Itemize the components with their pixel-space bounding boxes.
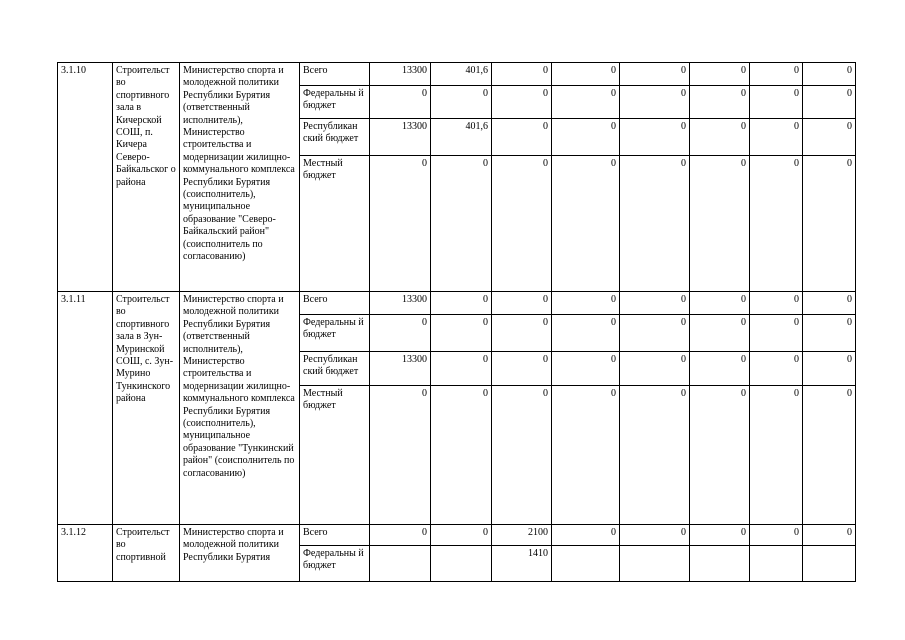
measure-code: 3.1.12 [58,525,113,582]
funding-value-cell: 0 [690,119,750,156]
funding-value-cell: 0 [492,386,552,525]
funding-value-cell: 0 [803,352,856,386]
funding-value-cell: 0 [552,292,620,315]
funding-value-cell: 0 [620,292,690,315]
measure-executor: Министерство спорта и молодежной политики Республики Бурятия [180,525,300,582]
funding-value-cell: 0 [431,352,492,386]
funding-value-cell: 0 [690,386,750,525]
funding-value-cell: 0 [370,386,431,525]
funding-value-cell [620,546,690,582]
funding-value-cell: 0 [492,156,552,292]
funding-source-label: Федеральны й бюджет [300,315,370,352]
funding-value-cell: 0 [690,156,750,292]
funding-value-cell: 401,6 [431,63,492,86]
funding-value-cell: 0 [620,386,690,525]
funding-value-cell: 0 [750,525,803,546]
funding-value-cell: 0 [803,86,856,119]
funding-value-cell [690,546,750,582]
funding-value-cell: 0 [370,156,431,292]
funding-value-cell: 0 [803,119,856,156]
budget-table [57,62,856,582]
funding-value-cell: 0 [620,525,690,546]
funding-source-label: Всего [300,292,370,315]
funding-value-cell: 0 [690,86,750,119]
funding-value-cell: 0 [492,292,552,315]
funding-value-cell: 2100 [492,525,552,546]
funding-source-label: Всего [300,525,370,546]
funding-value-cell: 0 [803,386,856,525]
measure-code: 3.1.10 [58,63,113,292]
funding-source-label: Местный бюджет [300,386,370,525]
funding-value-cell: 0 [552,156,620,292]
funding-value-cell: 0 [431,86,492,119]
funding-value-cell: 0 [552,119,620,156]
funding-source-label: Республикан ский бюджет [300,352,370,386]
funding-value-cell: 0 [552,86,620,119]
funding-value-cell [803,546,856,582]
measure-object: Строительст во спортивного зала в Зун-Муринской СОШ, с. Зун-Мурино Тункинского района [113,292,180,525]
funding-value-cell: 0 [431,315,492,352]
funding-value-cell [552,546,620,582]
funding-value-cell: 0 [690,352,750,386]
funding-value-cell: 0 [552,315,620,352]
funding-value-cell: 0 [370,525,431,546]
funding-value-cell: 0 [750,292,803,315]
funding-value-cell: 0 [620,86,690,119]
funding-value-cell: 0 [492,315,552,352]
funding-value-cell [431,546,492,582]
funding-value-cell: 0 [690,63,750,86]
funding-value-cell: 0 [750,352,803,386]
funding-value-cell: 0 [750,315,803,352]
funding-value-cell: 0 [620,119,690,156]
funding-value-cell [750,546,803,582]
table-row [58,63,856,86]
funding-value-cell [370,546,431,582]
funding-source-label: Республикан ский бюджет [300,119,370,156]
measure-executor: Министерство спорта и молодежной политики Республики Бурятия (ответственный исполнитель), Министерство строительства и модернизации жилищно-коммунального комплекса Республики Бурятия (соисполнитель), муниципальное образование "Северо-Байкальский район" (соисполнитель по согласованию) [180,63,300,292]
funding-value-cell: 0 [492,119,552,156]
funding-value-cell: 0 [431,386,492,525]
funding-value-cell: 0 [803,292,856,315]
funding-value-cell: 0 [750,156,803,292]
funding-source-label: Федеральны й бюджет [300,86,370,119]
funding-value-cell: 0 [803,156,856,292]
funding-value-cell: 0 [492,352,552,386]
funding-value-cell: 0 [431,292,492,315]
funding-value-cell: 0 [620,352,690,386]
funding-value-cell: 0 [431,525,492,546]
funding-source-label: Федеральны й бюджет [300,546,370,582]
funding-value-cell: 13300 [370,352,431,386]
funding-value-cell: 401,6 [431,119,492,156]
funding-value-cell: 0 [690,525,750,546]
funding-value-cell: 0 [803,525,856,546]
funding-value-cell: 0 [552,352,620,386]
funding-value-cell: 13300 [370,292,431,315]
funding-value-cell: 0 [750,63,803,86]
funding-value-cell: 0 [552,386,620,525]
table-row [58,292,856,315]
measure-object: Строительст во спортивного зала в Кичерской СОШ, п. Кичера Северо-Байкальског о района [113,63,180,292]
funding-value-cell: 0 [492,86,552,119]
funding-value-cell: 13300 [370,119,431,156]
funding-value-cell: 0 [431,156,492,292]
funding-value-cell: 0 [370,315,431,352]
funding-value-cell: 0 [552,525,620,546]
funding-value-cell: 0 [690,315,750,352]
table-row [58,525,856,546]
funding-value-cell: 0 [370,86,431,119]
funding-value-cell: 0 [750,386,803,525]
funding-value-cell: 0 [492,63,552,86]
measure-object: Строительст во спортивной [113,525,180,582]
funding-value-cell: 0 [750,119,803,156]
measure-executor: Министерство спорта и молодежной политики Республики Бурятия (ответственный исполнитель), Министерство строительства и модернизации жилищно-коммунального комплекса Республики Бурятия (соисполнитель), муниципальное образование "Тункинский район" (соисполнитель по согласованию) [180,292,300,525]
funding-value-cell: 0 [552,63,620,86]
funding-source-label: Всего [300,63,370,86]
funding-value-cell: 0 [803,63,856,86]
funding-value-cell: 0 [803,315,856,352]
funding-value-cell: 0 [690,292,750,315]
funding-value-cell: 1410 [492,546,552,582]
measure-code: 3.1.11 [58,292,113,525]
funding-value-cell: 0 [750,86,803,119]
funding-value-cell: 0 [620,63,690,86]
funding-value-cell: 13300 [370,63,431,86]
funding-value-cell: 0 [620,315,690,352]
funding-source-label: Местный бюджет [300,156,370,292]
funding-value-cell: 0 [620,156,690,292]
